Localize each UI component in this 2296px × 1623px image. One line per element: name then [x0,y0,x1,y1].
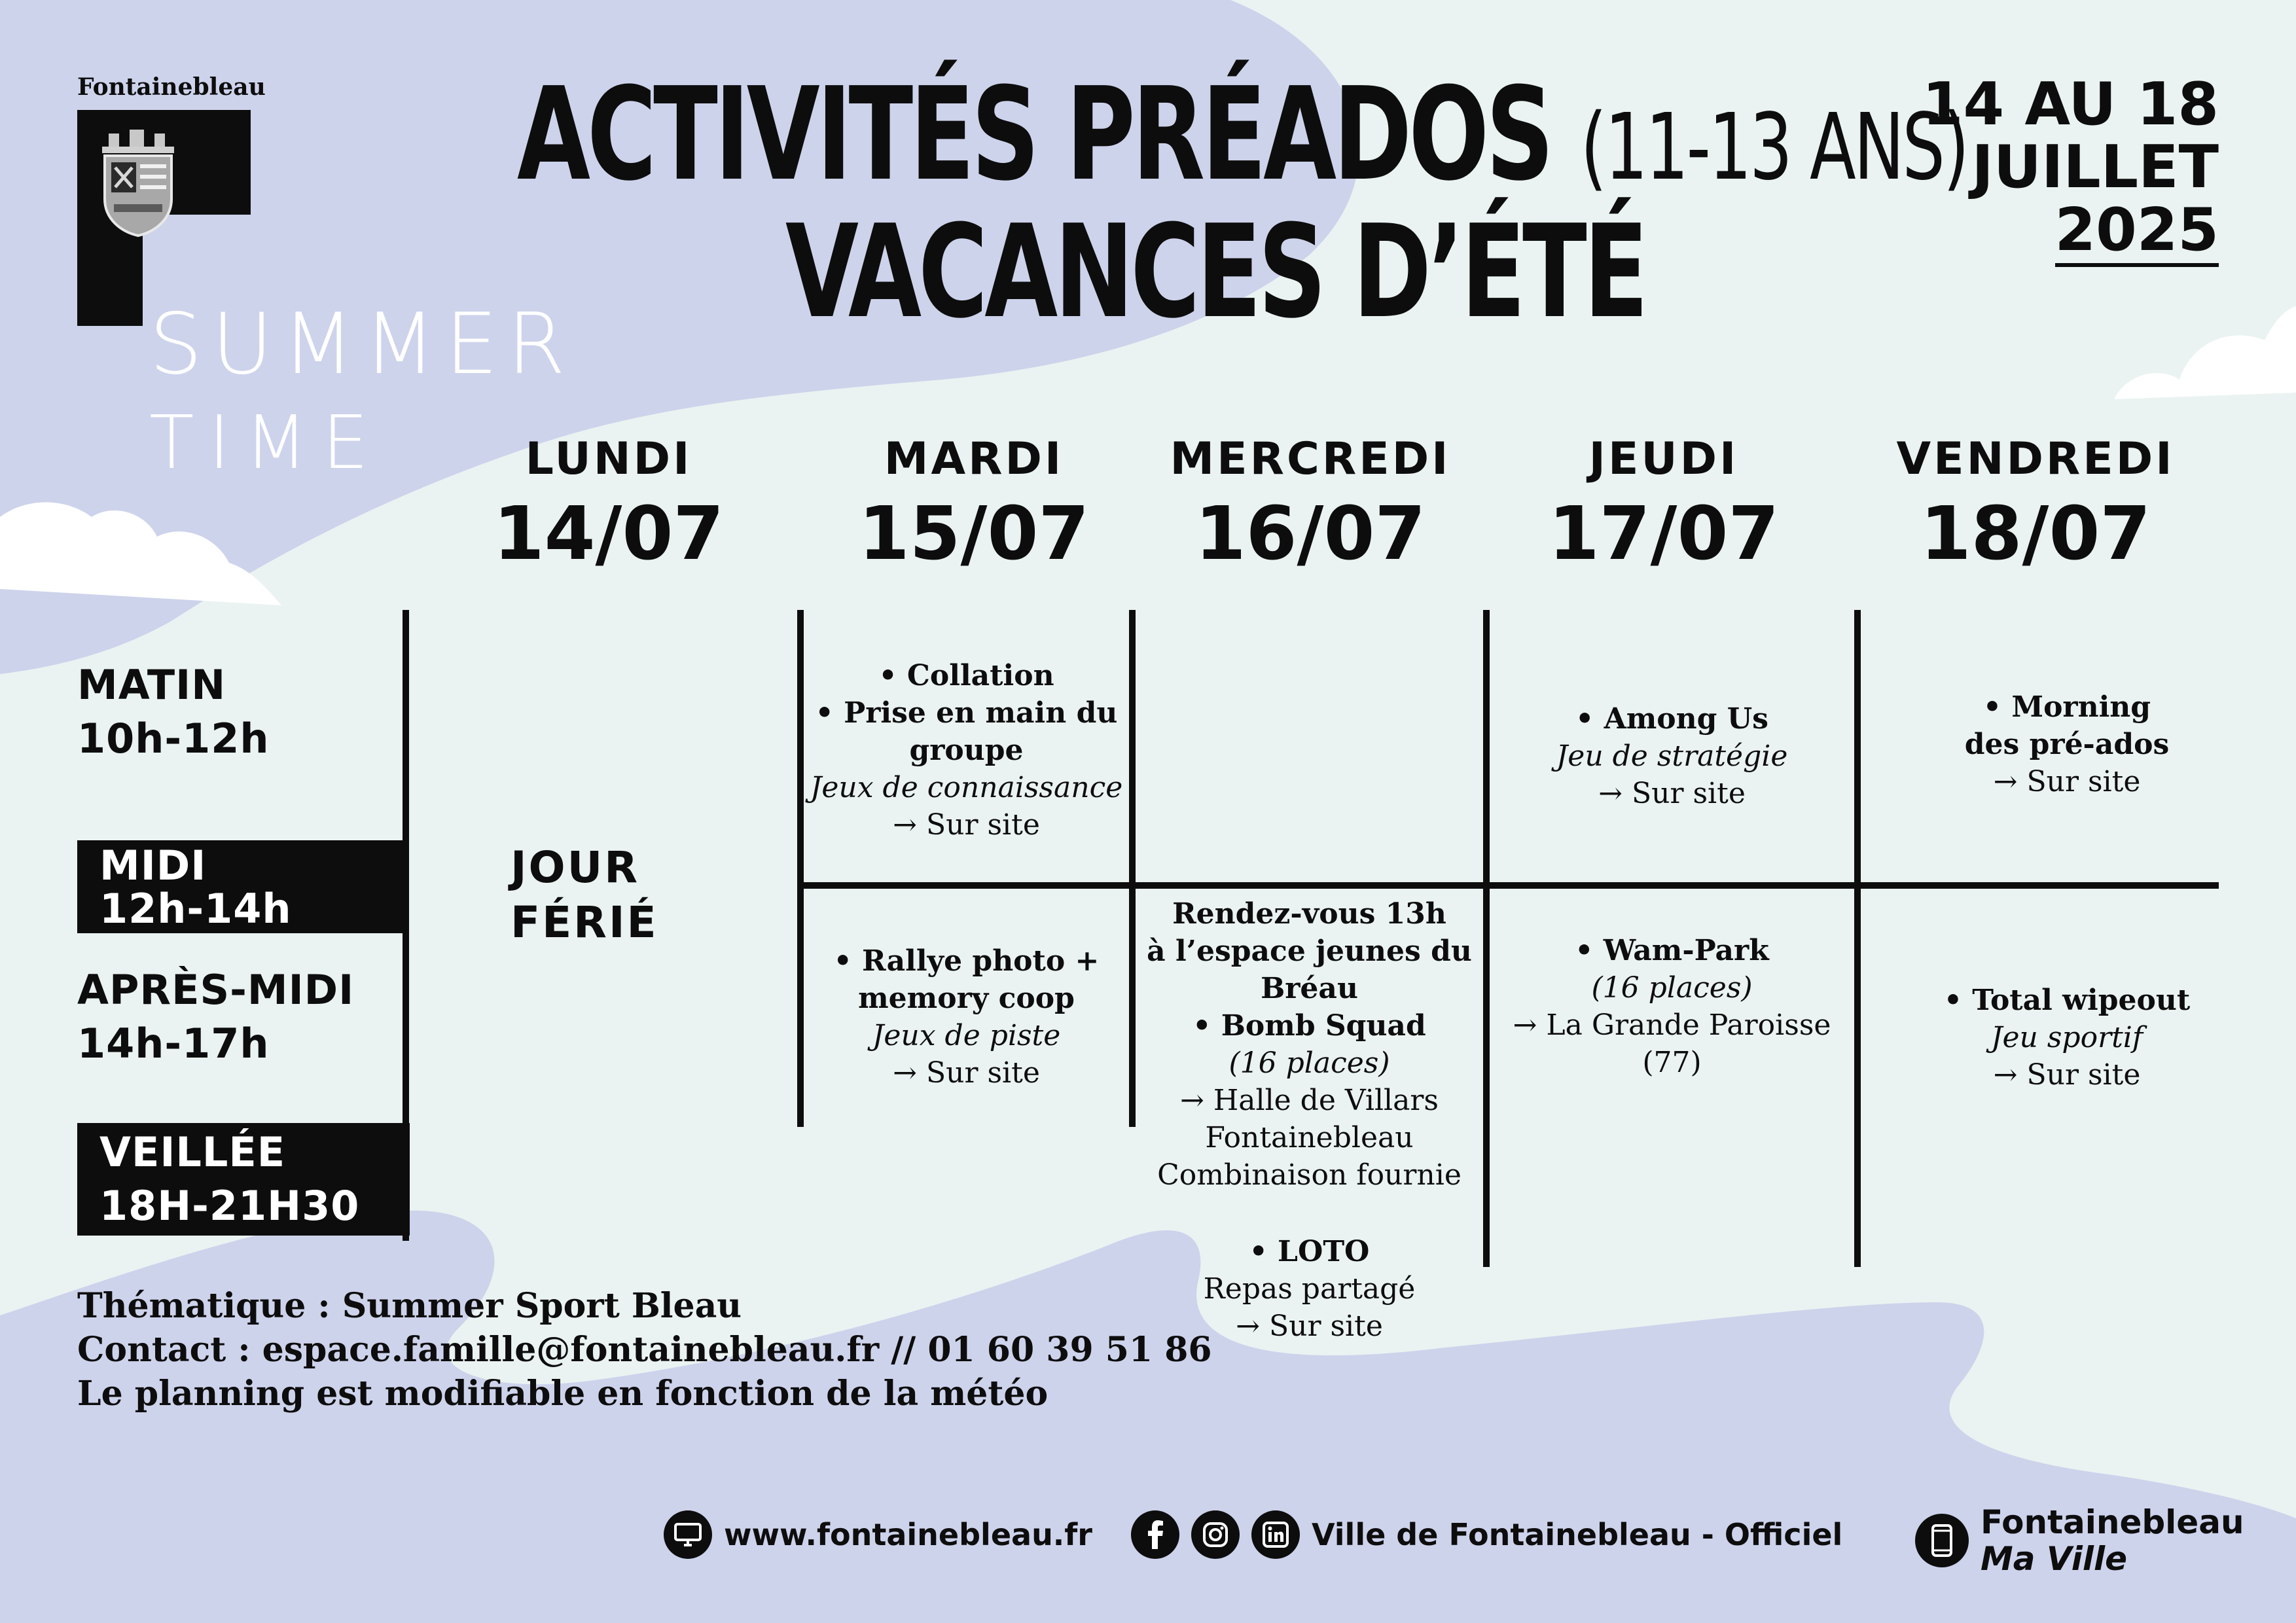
activity-type: Jeux de connaissance [810,771,1123,804]
jour-ferie-line1: JOUR [511,842,640,893]
smartphone-icon [1915,1514,1969,1567]
row-label-name: APRÈS-MIDI [77,966,355,1014]
weather-note: Le planning est modifiable en fonction de la météo [77,1374,1049,1414]
page-title-line2: VACANCES D’ÉTÉ [785,198,1645,347]
row-label-hours: 18H-21H30 [99,1182,360,1230]
activity-capacity: (16 places) [1591,971,1753,1005]
activity-title: • Prise en main du [815,696,1118,730]
day-header-mercredi [1160,433,1461,577]
activity-note: Repas partagé [1203,1272,1416,1306]
activity-title: • Bomb Squad [1193,1009,1426,1043]
page-title-line1 [517,60,1967,209]
jour-ferie-line2: FÉRIÉ [511,897,658,948]
day-date: 17/07 [1548,491,1780,577]
row-label-veillee [77,1123,410,1236]
logo-name: Fontainebleau [77,73,266,101]
activity-title: • Among Us [1575,702,1768,736]
activity-title: • LOTO [1249,1235,1370,1268]
day-date: 18/07 [1920,491,2151,577]
app-name-line1: Fontainebleau [1981,1503,2244,1541]
activity-title: memory coop [858,982,1075,1015]
website-link[interactable] [664,1510,1092,1559]
activity-title: • Total wipeout [1943,984,2191,1017]
summer-wordmark: SUMMER [149,296,575,393]
activity-title: des pré-ados [1964,728,2170,761]
row-label-matin [77,658,270,766]
day-name: VENDREDI [1896,433,2175,485]
cell-mercredi-apres-midi [1136,895,1483,1194]
day-name: JEUDI [1588,433,1739,485]
activity-location: → Sur site [1236,1310,1383,1343]
row-label-hours: 10h-12h [77,715,270,762]
row-label-hours: 14h-17h [77,1020,270,1067]
activity-location: → Sur site [893,1056,1040,1090]
activity-location: → La Grande Paroisse [1513,1008,1831,1042]
day-header-jeudi [1513,433,1814,577]
activity-type: Jeux de piste [872,1019,1061,1052]
monitor-icon [664,1510,712,1559]
date-range-line2: JUILLET [1971,133,2219,202]
website-url[interactable]: www.fontainebleau.fr [724,1517,1092,1552]
activity-location: → Sur site [1993,765,2141,798]
date-range [1859,70,2219,267]
meeting-point: Bréau [1261,972,1358,1005]
cell-vendredi-matin [1861,688,2273,800]
grid-line-left [403,610,409,1241]
social-links [1131,1510,1842,1559]
logo-f-mark [77,110,254,326]
day-date: 15/07 [858,491,1090,577]
lundi-jour-ferie [511,840,658,950]
grid-line-mercredi [1129,610,1136,1127]
facebook-icon[interactable] [1131,1510,1179,1559]
day-date: 16/07 [1194,491,1426,577]
row-label-midi [77,840,404,933]
row-label-hours: 12h-14h [99,885,292,933]
activity-location: Fontainebleau [1205,1121,1414,1154]
row-label-apres-midi [77,963,354,1071]
activity-capacity: (16 places) [1229,1046,1390,1080]
footer-notes [77,1284,1212,1416]
row-label-name: MIDI [99,842,207,889]
date-range-line1: 14 AU 18 [1922,70,2219,139]
day-name: MARDI [884,433,1064,485]
grid-line-mardi [797,610,804,1127]
activity-type: Jeu de stratégie [1556,740,1788,773]
day-name: MERCREDI [1170,433,1451,485]
contact-note[interactable]: Contact : espace.famille@fontainebleau.fr // 01 60 39 51 86 [77,1330,1212,1370]
day-header-vendredi [1885,433,2186,577]
activity-title: • Rallye photo + [833,944,1100,978]
activity-location: → Sur site [1598,777,1746,810]
date-range-year: 2025 [2055,199,2219,267]
app-badge[interactable] [1915,1504,2244,1577]
activity-location: → Sur site [1993,1058,2141,1092]
social-handle[interactable]: Ville de Fontainebleau - Officiel [1312,1517,1843,1552]
day-name: LUNDI [525,433,692,485]
activity-note: Combinaison fournie [1157,1158,1462,1192]
row-label-name: VEILLÉE [99,1128,286,1176]
day-header-lundi [458,433,759,577]
meeting-point: Rendez-vous 13h [1172,897,1446,931]
grid-line-jeudi [1483,610,1490,1267]
grid-line-midday [797,882,2219,889]
coat-of-arms-icon [102,130,174,236]
activity-location: → Halle de Villars [1180,1084,1439,1117]
cell-mardi-matin [804,657,1129,844]
linkedin-icon[interactable] [1251,1510,1300,1559]
activity-type: Jeu sportif [1990,1021,2144,1054]
app-name-line2: Ma Ville [1981,1540,2128,1578]
activity-title: groupe [909,734,1024,767]
cell-jeudi-apres-midi [1490,932,1854,1081]
activity-title: • Wam-Park [1575,934,1769,967]
meeting-point: à l’espace jeunes du [1147,935,1472,968]
cell-jeudi-matin [1490,700,1854,812]
activity-title: • Collation [878,659,1054,692]
row-label-name: MATIN [77,661,226,709]
instagram-icon[interactable] [1191,1510,1240,1559]
theme-note: Thématique : Summer Sport Bleau [77,1286,742,1326]
title-age-range: (11-13 ANS) [1580,94,1967,201]
time-wordmark: TIME [149,401,383,486]
activity-title: • Morning [1982,690,2151,724]
day-date: 14/07 [493,491,725,577]
app-name [1981,1504,2244,1577]
day-header-mardi [823,433,1124,577]
activity-location: (77) [1642,1046,1702,1079]
grid-line-vendredi [1854,610,1861,1267]
title-main: ACTIVITÉS PRÉADOS [517,60,1551,209]
activity-location: → Sur site [893,808,1040,842]
cell-mardi-apres-midi [804,942,1129,1092]
cell-vendredi-apres-midi [1861,982,2273,1094]
